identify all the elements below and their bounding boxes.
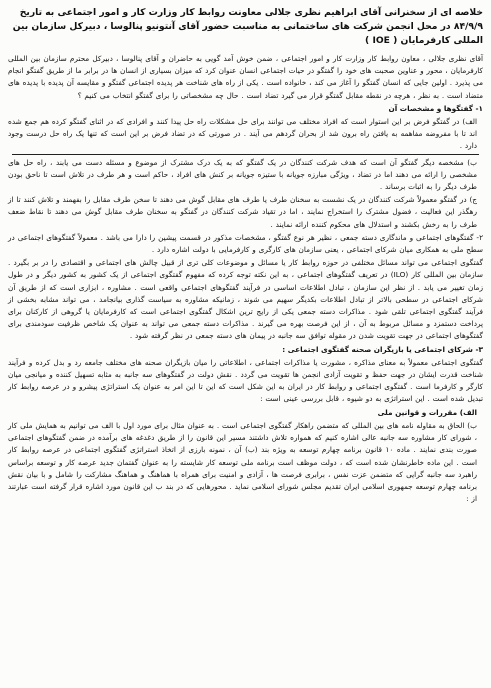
subheading-alef: الف) مقررات و قوانین ملی xyxy=(377,407,477,417)
section-heading-3: ۳- شرکای اجتماعی یا بازیگران صحنه گفتگوی اجتماعی : xyxy=(282,344,483,354)
section-heading-1: ۱- گفتگوها و مشخصات آن xyxy=(388,103,483,113)
intro-paragraph: آقای نظری جلالی ، معاون روابط کار وزارت کار و امور اجتماعی ، ضمن خوش آمد گویی به حاضران و آقای پنالوسا ، دبیرکل محترم سازمان بین المللی کارفرمایان ، محور و عناوین صحبت های خود را گفتگو در حیات اجتماعی انسان عنوان کرد که میزان بسیاری از انسان ها در برابر ما از طریق گفتگو انجام می پذیرد . اولین جایی که انسان گفتگو را آغاز می کند ، خانواده است . یکی از راه های شناخت هر پدیده اجتماعی گفتگو و مقایسه آن پدیده با پدیده های متضاد است . به نظر ، هرچه در نقطه مقابل گفتگو قرار می گیرد تضاد است . حال چه مشخصاتی را برای گفتگو انتخاب می کنیم ؟ xyxy=(8,54,483,100)
paragraph-conventions: ب) الحاق به مقاوله نامه های بین المللی که متضمن راهکار گفتگوی اجتماعی است . به عنوان مثال برای مورد اول با الف می توانیم به همایش ملی کار ، شورای کار مشاوره سه جانبه عالی اشاره کنیم که همواره تلاش داشتند مسیر این قانون را از طریق دغدغه های برآمده در ضمن گفتگوهای اجتماعی صورت بندی نمایند . ماده ۱۰ قانون برنامه چهارم توسعه به ویژه بند (ب) آن ، نمونه بارزی از اتخاذ استراتژی گفتگوی اجتماعی در عرصه روابط کار است . این ماده خاطرنشان شده است که ، دولت موظف است برنامه ملی توسعه کار شایسته را به عنوان گفتمان جدید عرصه کار و توسعه براساس راهبرد سه جانبه گرایی که متضمن عزت نفس ، برابری فرصت ها ، آزادی و امنیت برای همراه با هماهنگ و هماهنگ مشارکت را شامل و با بیان نقش برنامه چهارم توسعه جمهوری اسلامی ایران تقدیم مجلس شورای اسلامی نماید . محورهایی که در بند ب این قانون مورد اشاره قرار گرفته است عبارتند از : xyxy=(8,420,477,504)
paragraph-jim: ج) در گفتگو معمولاً شرکت کنندگان در یک نشست به سخنان طرف یا طرف های مقابل گوش می دهند تا سخن طرف مقابل را بفهمند و تلاش کنند تا از رهگذر این فعالیت ، فضول مشترک را استخراج نمایند ، اما در تقیاد شرکت کنندگان در گفتگو به سخنان طرف مقابل گوش می دهند تا نقاط ضعف طرف را به رخش بکشند و استدلال های محکوم کننده ارائه نمایند . xyxy=(8,195,477,229)
social-partners-paragraph: گفتگوی اجتماعی معمولاً به معنای مذاکره ، مشورت یا مذاکرات اجتماعی ، اطلاعاتی را میان بازیگران صحنه های مختلف جامعه رد و بدل کرده و فرآیند شناخت قدرت ایشان در جهت حفظ و تقویت آزادی انجمن ها تقویت می گردد . نقش دولت در گفتگوهای سه جانبه به مثابه تسهیل کننده و میانجی میان کارگر و کارفرما است . گفتگوی اجتماعی و روابط کار در ایران به این شکل است که این تا این امر به عنوان یک استراتژی پیشرو و در عرصه روابط کار تبدیل شده است . این استراتژی به دو شیوه ، قابل بررسی عینی است : xyxy=(8,357,483,404)
paragraph-alef: الف) در گفتگو فرض بر این استوار است که افراد مختلف می توانند برای حل مشکلات راه حل پیدا کنند و افرادی که در اثنای گفتگو کرده هم جمع شده اند تا با مفروضه مفاهمه به یافتن راه برون شد از بحران گردهم می آیند . در صورتی که در تضاد فرض بر این است که تنها یک راه حل درست وجود دارد . xyxy=(8,117,477,151)
paragraph-be: ب) مشخصه دیگر گفتگو آن است که هدف شرکت کنندگان در یک گفتگو که به یک درک مشترک از موضوع و مسئله دست می یابند ، راه حل های مشخصی را ارائه می دهند اما در تضاد ، ویژگی مبارزه جویانه با ستیزه جویانه بر کنش های افراد ، حاکم است و هر طرف در تلاش است تا ناحق بودن طرف دیگر را به اثبات برساند . xyxy=(8,157,477,192)
section-paragraph-2: ۲- گفتگوهای اجتماعی و ماندگاری دسته جمعی ، نظیر هر نوع گفتگو ، مشخصات مذکور در قسمت پیشین را دارا می باشد . معمولاً گفتگوهای اجتماعی در سطح ملی به همکاری میان شرکای اجتماعی ، یعنی سازمان های کارگری و کارفرمایی با دولت اشاره دارد . xyxy=(8,232,483,255)
divider xyxy=(12,154,479,155)
document-title: خلاصه ای از سخنرانی آقای ابراهیم نظری جلالی معاونت روابط کار وزارت کار و امور اجتماعی به تاریخ ۸۴/۹/۹ در محل انجمن شرکت های ساختمانی به مناسبت حضور آقای آنتونیو پنالوسا ، دبیرکل سازمان بین المللی کارفرمایان ( IOE ) xyxy=(12,7,483,46)
social-dialogue-paragraph: گفتگوی اجتماعی می تواند مسائل مختلفی در حوزه روابط کار یا مسائل و موضوعات کلی تری از قبیل چالش های اجتماعی و اقتصادی را در بر بگیرد . سازمان بین المللی کار (ILO) در تعریف گفتگوهای اجتماعی ، به این نکته توجه کرده که مفهوم گفتگوی اجتماعی از یک کشور به کشور دیگر و در طول زمان تغییر می یابد . از نظر این سازمان ، تبادل اطلاعات اساسی در فرآیند گفتگوهای اجتماعی واقعی است . مشاوره ، ابزاری است که از طریق آن شرکای اجتماعی در سطحی بالاتر از تبادل اطلاعات بکدیگر سهیم می شوند ، زمانیکه مشاوره به سیاست گذاری بیانجامد ، می تواند مشابه بخشی از فرآیند گفتگوی اجتماعی تلقی شود . مذاکرات دسته جمعی یکی از رایج ترین اشکال گفتگوی اجتماعی است که کارفرمایان یا گروهی از کارکنان برای پرداخت دستمزد و مسائل مربوط به آن ، از این فرصت بهره می گیرند . مذاکرات دسته جمعی می تواند به عنوان یک شاخص ظرفیت سودمندی برای گفتگوهای اجتماعی در جهت تقویت شدن در مقوله توافق سه جانبه در پیمان های دسته جمعی در نظر گرفته شود . xyxy=(8,258,483,341)
